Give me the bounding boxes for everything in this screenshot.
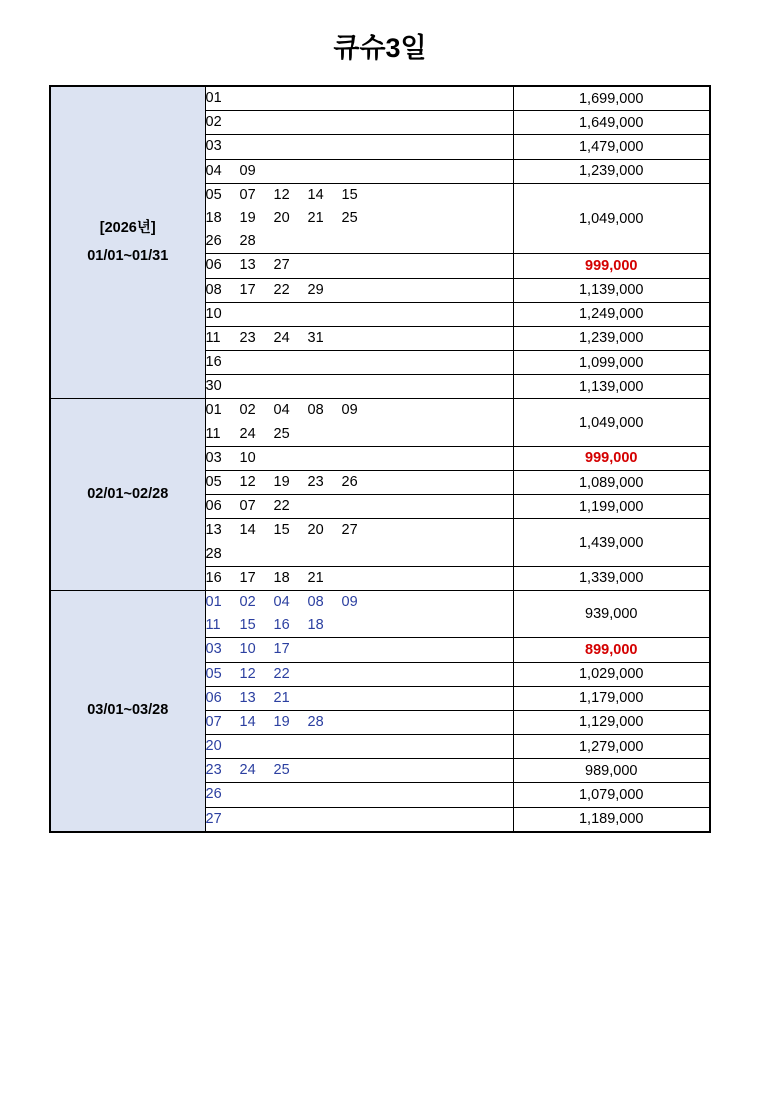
price-cell: 1,239,000 (513, 326, 710, 350)
price-cell: 1,439,000 (513, 519, 710, 566)
day-number: 08 (205, 281, 222, 298)
days-line (206, 735, 513, 758)
day-number: 13 (239, 257, 256, 274)
days-cell (205, 278, 513, 302)
day-number: 04 (205, 162, 222, 179)
day-number: 30 (205, 378, 222, 395)
days-cell (205, 662, 513, 686)
day-number: 08 (307, 402, 324, 419)
days-line (206, 375, 513, 398)
day-number: 03 (205, 641, 222, 658)
day-number: 09 (341, 402, 358, 419)
period-label: [2026년] (99, 220, 156, 237)
day-number: 06 (205, 689, 222, 706)
days-cell (205, 807, 513, 832)
days-line (206, 591, 513, 614)
day-number: 15 (273, 522, 290, 539)
days-cell (205, 254, 513, 278)
days-cell (205, 590, 513, 637)
days-cell (205, 111, 513, 135)
days-line (206, 184, 513, 207)
day-number: 17 (239, 281, 256, 298)
day-number: 01 (205, 90, 222, 106)
price-cell: 1,179,000 (513, 686, 710, 710)
days-line (206, 543, 513, 566)
period-label: 03/01~03/28 (87, 702, 169, 719)
price-cell: 1,079,000 (513, 783, 710, 807)
day-number: 20 (307, 522, 324, 539)
day-number: 11 (205, 329, 221, 346)
day-number: 06 (205, 257, 222, 274)
days-cell (205, 86, 513, 111)
days-line (206, 111, 513, 134)
day-number: 23 (205, 762, 222, 779)
day-number: 22 (273, 281, 290, 298)
days-line (206, 327, 513, 350)
price-cell: 1,249,000 (513, 302, 710, 326)
day-number: 09 (239, 162, 256, 179)
days-cell (205, 183, 513, 254)
period-cell (50, 590, 205, 831)
days-cell (205, 446, 513, 470)
days-line (206, 687, 513, 710)
day-number: 25 (341, 209, 358, 226)
days-line (206, 663, 513, 686)
day-number: 03 (205, 138, 222, 155)
day-number: 21 (273, 689, 290, 706)
price-cell: 1,049,000 (513, 399, 710, 446)
day-number: 03 (205, 449, 222, 466)
days-line (206, 783, 513, 806)
day-number: 19 (239, 209, 256, 226)
price-cell: 1,479,000 (513, 135, 710, 159)
day-number: 11 (205, 617, 221, 634)
day-number: 23 (239, 329, 256, 346)
days-cell (205, 519, 513, 566)
day-number: 31 (307, 329, 324, 346)
day-number: 07 (205, 713, 222, 730)
price-cell: 899,000 (513, 638, 710, 662)
day-number: 01 (205, 402, 222, 419)
day-number: 01 (205, 593, 222, 610)
day-number: 05 (205, 186, 222, 203)
days-line (206, 614, 513, 637)
day-number: 14 (239, 522, 256, 539)
day-number: 25 (273, 762, 290, 779)
price-cell: 989,000 (513, 759, 710, 783)
days-cell (205, 566, 513, 590)
day-number: 05 (205, 665, 222, 682)
price-cell: 1,189,000 (513, 807, 710, 832)
days-line (206, 519, 513, 542)
days-line (206, 447, 513, 470)
days-line (206, 759, 513, 782)
day-number: 28 (239, 233, 256, 250)
day-number: 16 (273, 617, 290, 634)
day-number: 28 (307, 713, 324, 730)
day-number: 08 (307, 593, 324, 610)
day-number: 17 (239, 569, 256, 586)
days-line (206, 808, 513, 831)
days-cell (205, 159, 513, 183)
day-number: 29 (307, 281, 324, 298)
day-number: 02 (205, 114, 222, 131)
day-number: 10 (239, 641, 256, 658)
days-cell (205, 710, 513, 734)
days-cell (205, 783, 513, 807)
day-number: 18 (273, 569, 290, 586)
price-cell: 999,000 (513, 446, 710, 470)
price-cell: 1,049,000 (513, 183, 710, 254)
days-line (206, 711, 513, 734)
day-number: 25 (273, 425, 290, 442)
days-line (206, 399, 513, 422)
day-number: 27 (273, 257, 290, 274)
day-number: 23 (307, 474, 324, 490)
day-number: 20 (205, 738, 222, 755)
day-number: 12 (239, 665, 256, 682)
days-cell (205, 471, 513, 495)
days-line (206, 279, 513, 302)
price-cell: 939,000 (513, 590, 710, 637)
price-cell: 1,699,000 (513, 86, 710, 111)
day-number: 06 (205, 498, 222, 515)
period-label: 02/01~02/28 (87, 485, 169, 502)
price-cell: 1,129,000 (513, 710, 710, 734)
days-line (206, 471, 513, 494)
day-number: 22 (273, 665, 290, 682)
day-number: 17 (273, 641, 290, 658)
day-number: 26 (205, 786, 222, 803)
day-number: 14 (307, 186, 324, 203)
day-number: 24 (239, 425, 256, 442)
day-number: 07 (239, 186, 256, 203)
days-line (206, 351, 513, 374)
day-number: 26 (205, 233, 222, 250)
day-number: 02 (239, 593, 256, 610)
price-cell: 1,099,000 (513, 351, 710, 375)
day-number: 13 (239, 689, 256, 706)
day-number: 16 (205, 354, 222, 371)
day-number: 11 (205, 425, 221, 442)
days-line (206, 254, 513, 277)
day-number: 18 (205, 209, 222, 226)
day-number: 15 (239, 617, 256, 634)
day-number: 24 (239, 762, 256, 779)
days-line (206, 87, 513, 110)
day-number: 15 (341, 186, 358, 203)
day-number: 22 (273, 498, 290, 515)
table-row (50, 590, 710, 637)
day-number: 12 (239, 474, 256, 490)
price-cell: 1,029,000 (513, 662, 710, 686)
day-number: 20 (273, 209, 290, 226)
day-number: 10 (239, 449, 256, 466)
pricing-table (49, 85, 711, 833)
day-number: 04 (273, 593, 290, 610)
days-cell (205, 399, 513, 446)
day-number: 27 (341, 522, 358, 539)
day-number: 12 (273, 186, 290, 203)
days-cell (205, 326, 513, 350)
day-number: 05 (205, 474, 222, 490)
table-row (50, 86, 710, 111)
day-number: 28 (205, 545, 222, 562)
period-cell (50, 86, 205, 399)
days-line (206, 230, 513, 253)
day-number: 14 (239, 713, 256, 730)
day-number: 04 (273, 402, 290, 419)
price-cell: 999,000 (513, 254, 710, 278)
price-cell: 1,239,000 (513, 159, 710, 183)
day-number: 19 (273, 474, 290, 490)
days-line (206, 567, 513, 590)
table-row (50, 399, 710, 446)
day-number: 07 (239, 498, 256, 515)
page-title: 큐슈3일 (333, 33, 427, 63)
days-cell (205, 302, 513, 326)
day-number: 13 (205, 522, 222, 539)
price-cell: 1,199,000 (513, 495, 710, 519)
pricing-table-body (50, 86, 710, 832)
day-number: 19 (273, 713, 290, 730)
day-number: 18 (307, 617, 324, 634)
days-cell (205, 351, 513, 375)
price-cell: 1,139,000 (513, 375, 710, 399)
days-line (206, 135, 513, 158)
day-number: 26 (341, 474, 358, 490)
document-page (0, 26, 760, 1100)
day-number: 16 (205, 569, 222, 586)
days-cell (205, 135, 513, 159)
price-cell: 1,139,000 (513, 278, 710, 302)
price-cell: 1,089,000 (513, 471, 710, 495)
days-line (206, 207, 513, 230)
days-cell (205, 495, 513, 519)
period-label: 01/01~01/31 (87, 247, 169, 264)
days-line (206, 638, 513, 661)
day-number: 09 (341, 593, 358, 610)
days-cell (205, 686, 513, 710)
period-cell (50, 399, 205, 591)
days-cell (205, 735, 513, 759)
days-cell (205, 375, 513, 399)
days-line (206, 160, 513, 183)
day-number: 24 (273, 329, 290, 346)
price-cell: 1,649,000 (513, 111, 710, 135)
day-number: 10 (205, 305, 222, 322)
days-line (206, 495, 513, 518)
day-number: 27 (205, 810, 222, 827)
days-cell (205, 759, 513, 783)
days-line (206, 303, 513, 326)
day-number: 21 (307, 569, 324, 586)
days-cell (205, 638, 513, 662)
day-number: 21 (307, 209, 324, 226)
day-number: 02 (239, 402, 256, 419)
days-line (206, 423, 513, 446)
price-cell: 1,339,000 (513, 566, 710, 590)
price-cell: 1,279,000 (513, 735, 710, 759)
